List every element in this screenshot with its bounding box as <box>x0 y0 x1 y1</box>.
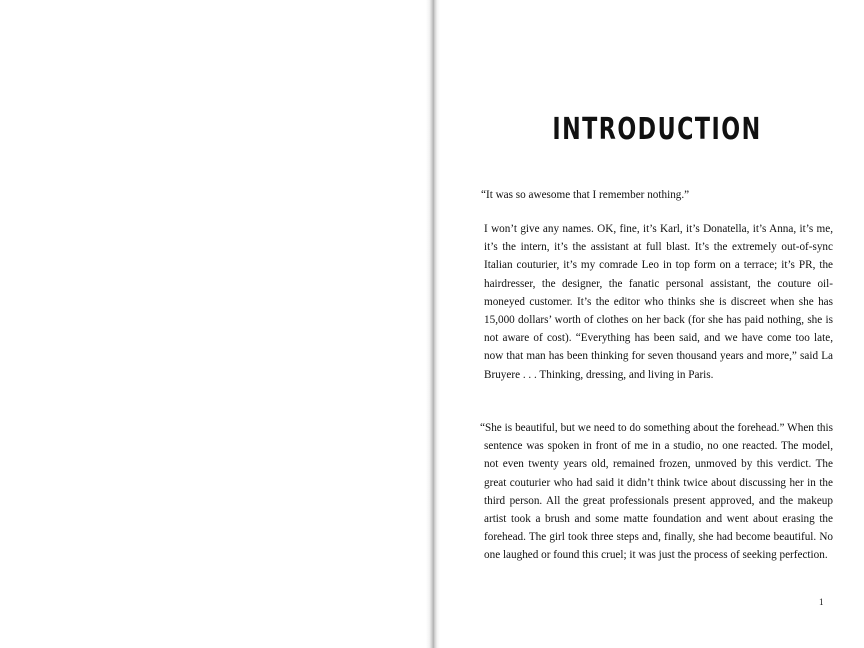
paragraph-2: “She is beautiful, but we need to do something about the forehead.” When this sentence was spoken in front of me in a studio, no one reacted. The model, not even twenty years old, remained frozen, unmoved by this verdict. The great couturier who had said it didn’t think twice about discussing her in the third person. All the great professionals present approved, and the makeup artist took a brush and some matte foundation and went about erasing the forehead. The girl took three steps and, finally, she had become beautiful. No one laughed or found this cruel; it was just the process of seeking perfection. <box>480 422 833 562</box>
epigraph: “It was so awesome that I remember nothing.” <box>481 189 690 201</box>
right-page <box>440 0 864 648</box>
left-page <box>0 0 431 648</box>
page-number: 1 <box>819 597 824 607</box>
paragraph-1: I won’t give any names. OK, fine, it’s Karl, it’s Donatella, it’s Anna, it’s me, it’s the intern, it’s the assistant at full blast. It’s the extremely out-of-sync Italian couturier, it’s my comrade Leo in top form on a terrace; it’s PR, the hairdresser, the designer, the fanatic personal assistant, the couture oil-moneyed customer. It’s the editor who thinks she is discreet when she has 15,000 dollars’ worth of clothes on her back (for she has paid nothing, she is not aware of cost). “Everything has been said, and we have come too late, now that man has been thinking for seven thousand years and more,” said La Bruyere . . . Thinking, dressing, and living in Paris. <box>484 223 833 381</box>
book-gutter <box>426 0 440 648</box>
chapter-title: INTRODUCTION <box>552 112 762 147</box>
